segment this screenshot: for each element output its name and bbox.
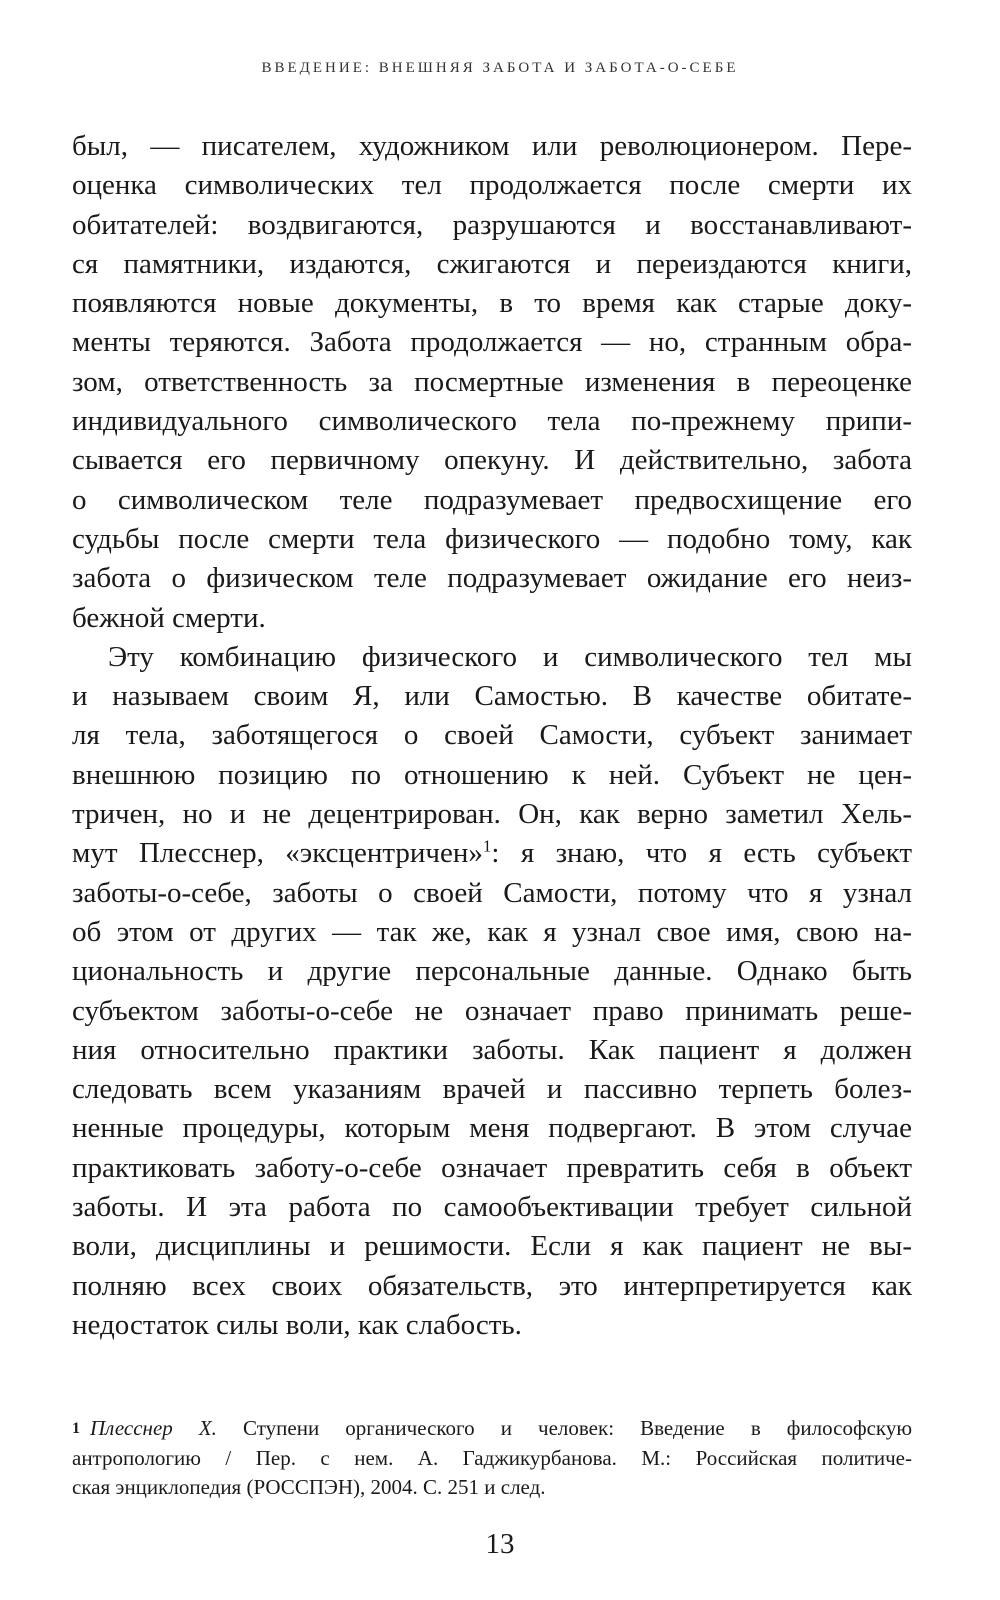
text-line: ся памятники, издаются, сжигаются и переиздаются книги, xyxy=(72,247,912,280)
text-line: циональность и другие персональные данные. Однако быть xyxy=(72,955,912,988)
text-line: об этом от других — так же, как я узнал свое имя, свою на- xyxy=(72,915,912,948)
text-line: бежной смерти. xyxy=(72,601,266,634)
text-line: появляются новые документы, в то время как старые доку- xyxy=(72,287,912,320)
text-line-with-footnote xyxy=(72,834,912,873)
body-text xyxy=(72,127,912,1345)
page-number: 13 xyxy=(485,1528,515,1560)
text-line: зом, ответственность за посмертные изменения в переоценке xyxy=(72,365,912,398)
text-line: следовать всем указаниям врачей и пассивно терпеть болез- xyxy=(72,1073,912,1106)
text-line: индивидуального символического тела по-прежнему припи- xyxy=(72,405,912,438)
text-line: воли, дисциплины и решимости. Если я как пациент не вы- xyxy=(72,1230,912,1263)
text-line: ля тела, заботящегося о своей Самости, субъект занимает xyxy=(72,719,912,752)
text-line: ненные процедуры, которым меня подвергают. В этом случае xyxy=(72,1112,912,1145)
footnote-line: ская энциклопедия (РОССПЭН), 2004. С. 251 и след. xyxy=(72,1475,546,1499)
text-line: оценка символических тел продолжается после смерти их xyxy=(72,169,912,202)
text-line: субъектом заботы-о-себе не означает право принимать реше- xyxy=(72,994,912,1027)
footnote-number: 1 xyxy=(72,1420,80,1437)
text-line: менты теряются. Забота продолжается — но, странным обра- xyxy=(72,326,912,359)
text-line: Эту комбинацию физического и символического тел мы xyxy=(108,640,912,673)
text-segment: мут Плесснер, «эксцентричен» xyxy=(72,837,483,870)
text-segment: : я знаю, что я есть субъект xyxy=(491,837,912,870)
text-line: ния относительно практики заботы. Как пациент я должен xyxy=(72,1033,912,1066)
footnote-line: антропологию / Пер. с нем. А. Гаджикурбанова. М.: Российская политиче- xyxy=(72,1445,912,1470)
text-line: был, — писателем, художником или революционером. Пере- xyxy=(72,130,912,162)
text-line: забота о физическом теле подразумевает ожидание его неиз- xyxy=(72,562,912,595)
text-line: заботы-о-себе, заботы о своей Самости, потому что я узнал xyxy=(72,876,912,909)
text-line: практиковать заботу-о-себе означает превратить себя в объект xyxy=(72,1151,912,1184)
text-line: тричен, но и не децентрирован. Он, как верно заметил Хель- xyxy=(72,798,912,831)
text-line: полняю всех своих обязательств, это интерпретируется как xyxy=(72,1269,912,1302)
text-line: судьбы после смерти тела физического — подобно тому, как xyxy=(72,522,912,555)
running-head: ВВЕДЕНИЕ: ВНЕШНЯЯ ЗАБОТА И ЗАБОТА-О-СЕБЕ xyxy=(261,60,739,76)
footnote-text: Ступени органического и человек: Введение в философскую xyxy=(216,1416,913,1440)
text-line: обитателей: воздвигаются, разрушаются и восстанавливают- xyxy=(72,208,912,241)
text-line: недостаток силы воли, как слабость. xyxy=(72,1308,522,1341)
footnote xyxy=(72,1414,912,1503)
text-line: о символическом теле подразумевает предвосхищение его xyxy=(72,483,912,516)
text-line: заботы. И эта работа по самообъективации требует сильной xyxy=(72,1191,912,1224)
text-line: внешнюю позицию по отношению к ней. Субъект не цен- xyxy=(72,758,912,791)
footnote-reference[interactable]: 1 xyxy=(482,836,492,856)
footnote-line xyxy=(72,1414,912,1444)
text-line: и называем своим Я, или Самостью. В качестве обитате- xyxy=(72,680,912,713)
text-line: сывается его первичному опекуну. И действительно, забота xyxy=(72,444,912,477)
footnote-author: Плесснер Х. xyxy=(90,1416,217,1440)
